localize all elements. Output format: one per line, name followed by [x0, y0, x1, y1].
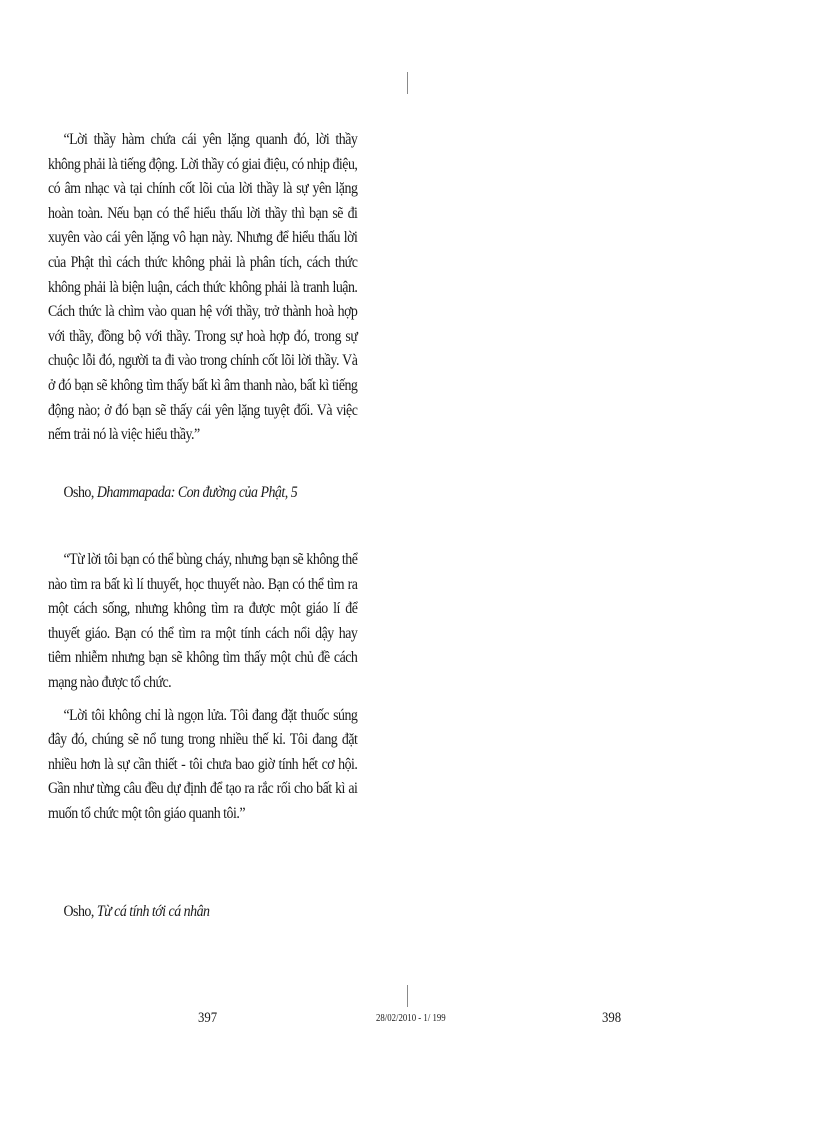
page-number-right: 398 — [602, 1010, 622, 1026]
print-date-stamp: 28/02/2010 - 1/ 199 — [376, 1012, 446, 1024]
top-fold-mark — [407, 72, 408, 94]
quote-1-paragraph: “Lời thầy hàm chứa cái yên lặng quanh đó, lời thầy không phải là tiếng động. Lời thầy có giai điệu, có nhịp điệu, có âm nhạc và tại chính cốt lõi của lời thầy là sự yên lặng hoàn toàn. Nếu bạn có thể hiểu thấu lời thầy thì bạn sẽ đi xuyên vào cái yên lặng vô hạn này. Nhưng để hiểu thấu lời của Phật thì cách thức không phải là phân tích, cách thức không phải là biện luận, cách thức không phải là tranh luận. Cách thức là chìm vào quan hệ với thầy, trở thành hoà hợp với thầy, đồng bộ với thầy. Trong sự hoà hợp đó, trong sự chuộc lỗi đó, người ta đi vào trong chính cốt lõi lời thầy. Và ở đó bạn sẽ không tìm thấy bất kì âm thanh nào, bất kì tiếng động nào; ở đó bạn sẽ thấy cái yên lặng tuyệt đối. Và việc nếm trải nó là việc hiểu thầy.” — [48, 131, 358, 444]
citation-work: Dhammapada: Con đường của Phật, 5 — [96, 484, 298, 501]
quote-1-citation — [48, 481, 357, 506]
citation-author: Osho, — [63, 903, 97, 920]
bottom-fold-mark — [407, 985, 408, 1007]
citation-work: Từ cá tính tới cá nhân — [96, 903, 210, 920]
quote-2-citation — [48, 900, 357, 925]
quote-2 — [48, 548, 357, 827]
quote-1 — [48, 128, 357, 448]
citation-author: Osho, — [63, 484, 97, 501]
quote-2-paragraph-2: “Lời tôi không chỉ là ngọn lửa. Tôi đang đặt thuốc súng đây đó, chúng sẽ nổ tung trong nhiều thế kỉ. Tôi đang đặt nhiều hơn là sự cần thiết - tôi chưa bao giờ tính hết cơ hội. Gần như từng câu đều dự định để tạo ra rắc rối cho bất kì ai muốn tổ chức một tôn giáo quanh tôi.” — [48, 706, 358, 822]
quote-2-paragraph-1: “Từ lời tôi bạn có thể bùng cháy, nhưng bạn sẽ không thể nào tìm ra bất kì lí thuyết, học thuyết nào. Bạn có thể tìm ra một cách sống, nhưng không tìm ra được một giáo lí để thuyết giáo. Bạn có thể tìm ra một tính cách nổi dậy hay tiêm nhiễm nhưng bạn sẽ không tìm thấy một chủ đề cách mạng nào được tổ chức. — [48, 551, 358, 691]
page-number-left: 397 — [198, 1010, 218, 1026]
